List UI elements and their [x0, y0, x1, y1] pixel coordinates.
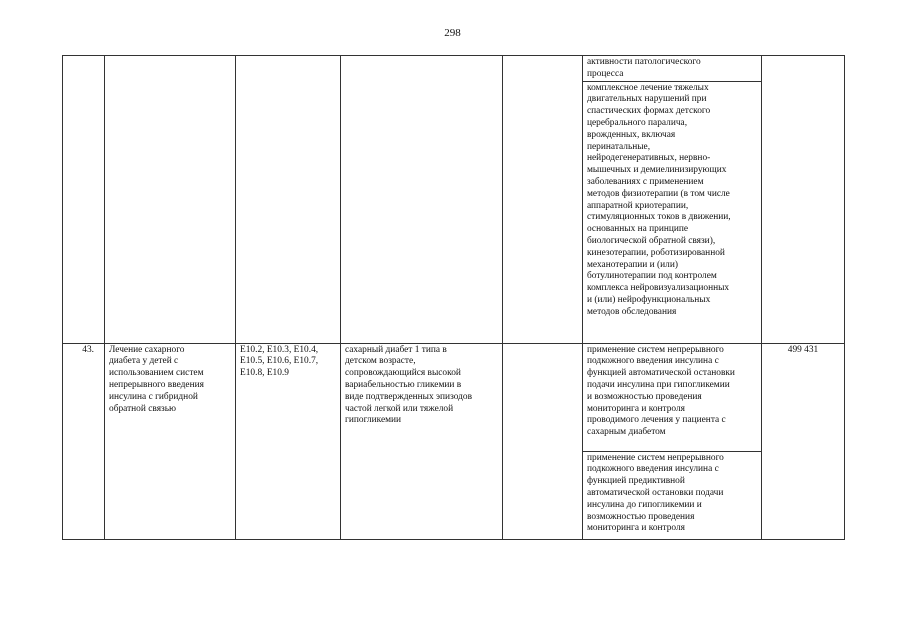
- cell-model: [341, 56, 503, 344]
- cell-method: комплексное лечение тяжелых двигательных нарушений при спастических формах детского церебрального паралича, врожденных, включая перинатальные, нейродегенеративных, нервно- мышечных и демиелинизирующих заболеваниях с применением методов физиотерапии (в том числе аппаратной криотерапии, стимуляционных токов в движении, основанных на принципе биологической обратной связи), кинезотерапии, роботизированной механотерапии и (или) ботулинотерапии под контролем комплекса нейровизуализационных и (или) нейрофункциональных методов обследования: [583, 81, 762, 343]
- cell-number: [63, 56, 105, 344]
- care-table: [62, 55, 845, 540]
- table-row: [63, 343, 845, 451]
- cell-name: Лечение сахарного диабета у детей с использованием систем непрерывного введения инсулина с гибридной обратной связью: [105, 343, 236, 539]
- cell-model: сахарный диабет 1 типа в детском возрасте, сопровождающийся высокой вариабельностью гликемии в виде подтвержденных эпизодов частой легкой или тяжелой гипогликемии: [341, 343, 503, 539]
- cell-treatment-type: [503, 56, 583, 344]
- table-row: [63, 56, 845, 82]
- cell-codes: [236, 56, 341, 344]
- cell-treatment-type: [503, 343, 583, 539]
- cell-method: активности патологического процесса: [583, 56, 762, 82]
- cell-number: 43.: [63, 343, 105, 539]
- page-number: 298: [444, 27, 461, 39]
- cell-price: [762, 56, 845, 344]
- cell-price: 499 431: [762, 343, 845, 539]
- cell-codes: E10.2, E10.3, E10.4, E10.5, E10.6, E10.7, E10.8, E10.9: [236, 343, 341, 539]
- cell-method: применение систем непрерывного подкожного введения инсулина с функцией автоматической остановки подачи инсулина при гипогликемии и возможностью проведения мониторинга и контроля проводимого лечения у пациента с сахарным диабетом: [583, 343, 762, 451]
- cell-method: применение систем непрерывного подкожного введения инсулина с функцией предиктивной автоматической остановки подачи инсулина до гипогликемии и возможностью проведения мониторинга и контроля: [583, 451, 762, 539]
- cell-name: [105, 56, 236, 344]
